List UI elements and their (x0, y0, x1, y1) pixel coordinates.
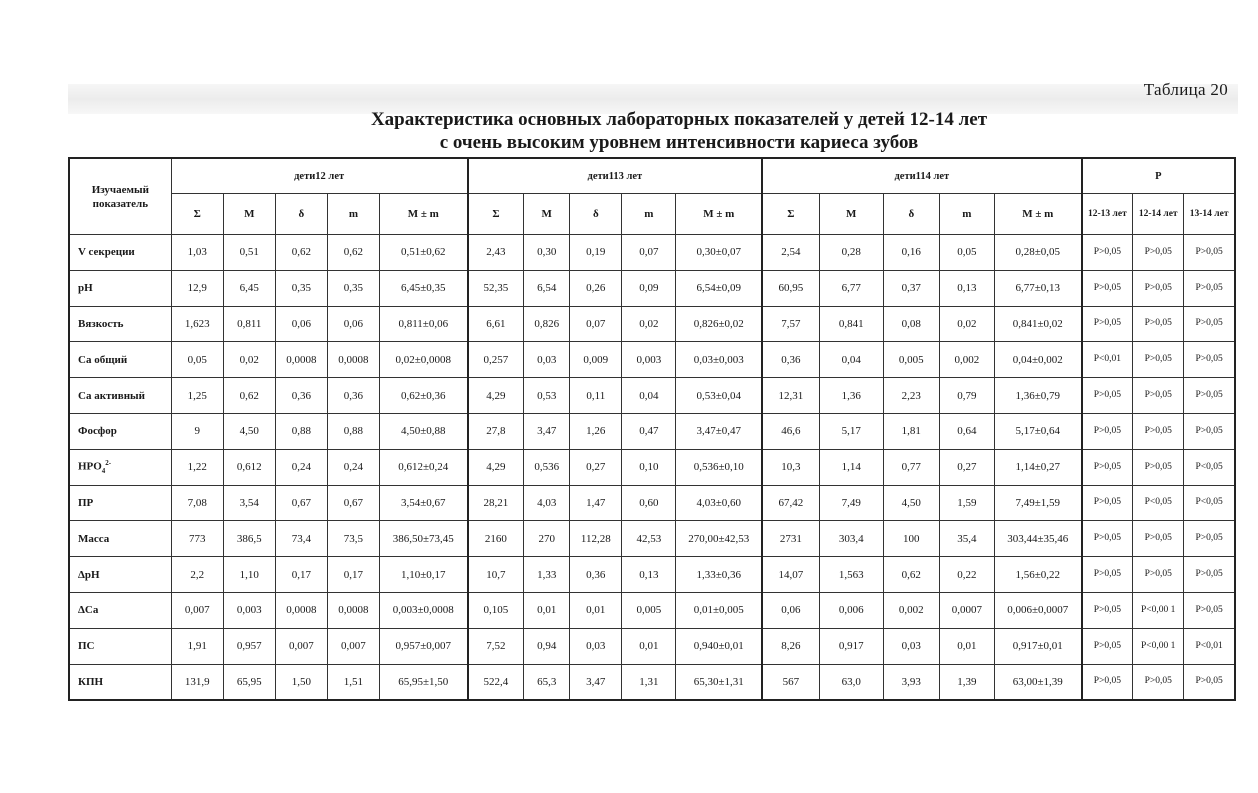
table-cell: 0,07 (570, 306, 622, 342)
table-cell: 0,536 (524, 449, 570, 485)
table-cell: 0,27 (570, 449, 622, 485)
table-cell: 0,01 (939, 628, 994, 664)
table-cell: 0,35 (275, 270, 327, 306)
table-cell: 1,81 (883, 413, 939, 449)
table-row (69, 413, 1235, 449)
table-cell: 1,36±0,79 (994, 378, 1081, 414)
table-cell: 0,17 (327, 557, 379, 593)
table-cell: 1,14 (819, 449, 883, 485)
table-cell: 6,54±0,09 (676, 270, 762, 306)
table-cell: 0,009 (570, 342, 622, 378)
table-cell: 522,4 (468, 664, 524, 700)
p-value-cell: Р>0,05 (1082, 235, 1133, 271)
table-cell: 12,9 (171, 270, 223, 306)
table-cell: 2731 (762, 521, 819, 557)
table-row (69, 628, 1235, 664)
table-cell: 10,7 (468, 557, 524, 593)
table-cell: 63,0 (819, 664, 883, 700)
table-cell: 0,612±0,24 (379, 449, 467, 485)
table-cell: 2160 (468, 521, 524, 557)
table-cell: 0,30 (524, 235, 570, 271)
row-label: V секреции (69, 235, 171, 271)
table-cell: 1,03 (171, 235, 223, 271)
table-cell: 73,5 (327, 521, 379, 557)
table-cell: 0,08 (883, 306, 939, 342)
table-row (69, 449, 1235, 485)
table-cell: 0,04±0,002 (994, 342, 1081, 378)
table-cell: 567 (762, 664, 819, 700)
table-cell: 0,16 (883, 235, 939, 271)
p-value-cell: Р>0,05 (1184, 521, 1235, 557)
stat-header-sum: Σ (171, 194, 223, 235)
table-cell: 0,62±0,36 (379, 378, 467, 414)
table-cell: 2,2 (171, 557, 223, 593)
stat-header-m: m (622, 194, 676, 235)
stat-header-mean: М (524, 194, 570, 235)
table-cell: 0,30±0,07 (676, 235, 762, 271)
table-cell: 0,60 (622, 485, 676, 521)
p-value-cell: Р>0,05 (1133, 270, 1184, 306)
table-cell: 4,03±0,60 (676, 485, 762, 521)
p-value-cell: Р>0,05 (1133, 342, 1184, 378)
stat-header-mean: М (819, 194, 883, 235)
table-cell: 0,53±0,04 (676, 378, 762, 414)
table-cell: 0,03 (883, 628, 939, 664)
row-label: КПН (69, 664, 171, 700)
row-label: ΔСа (69, 592, 171, 628)
stat-header-mean: М (223, 194, 275, 235)
table-cell: 27,8 (468, 413, 524, 449)
p-value-cell: Р>0,05 (1082, 306, 1133, 342)
table-row (69, 485, 1235, 521)
table-cell: 0,04 (622, 378, 676, 414)
table-cell: 0,62 (883, 557, 939, 593)
table-cell: 4,50 (223, 413, 275, 449)
table-cell: 0,53 (524, 378, 570, 414)
table-cell: 6,45±0,35 (379, 270, 467, 306)
row-label: Са активный (69, 378, 171, 414)
p-value-cell: Р>0,05 (1133, 306, 1184, 342)
stat-header-delta: δ (275, 194, 327, 235)
table-cell: 0,37 (883, 270, 939, 306)
table-cell: 100 (883, 521, 939, 557)
param-column-header: Изучаемый показатель (69, 158, 171, 235)
stat-header-sum: Σ (762, 194, 819, 235)
row-label: $НРО_4^{2-}$ (69, 449, 171, 485)
table-cell: 10,3 (762, 449, 819, 485)
table-cell: 65,3 (524, 664, 570, 700)
p-value-cell: Р<0,05 (1133, 485, 1184, 521)
table-cell: 0,0008 (327, 342, 379, 378)
lab-indicators-table (68, 157, 1236, 701)
table-cell: 0,06 (762, 592, 819, 628)
p-value-cell: Р>0,05 (1082, 270, 1133, 306)
table-cell: 63,00±1,39 (994, 664, 1081, 700)
table-cell: 0,957±0,007 (379, 628, 467, 664)
table-cell: 8,26 (762, 628, 819, 664)
stat-header-m: m (327, 194, 379, 235)
table-cell: 0,07 (622, 235, 676, 271)
p-value-cell: Р>0,05 (1082, 557, 1133, 593)
table-cell: 0,24 (327, 449, 379, 485)
table-title-line2: с очень высоким уровнем интенсивности кариеса зубов (439, 132, 919, 153)
row-label: Вязкость (69, 306, 171, 342)
table-cell: 0,36 (762, 342, 819, 378)
table-cell: 0,841 (819, 306, 883, 342)
table-cell: 1,22 (171, 449, 223, 485)
p-value-cell: Р>0,05 (1082, 485, 1133, 521)
p-value-cell: Р>0,05 (1184, 592, 1235, 628)
p-value-cell: Р<0,00 1 (1133, 592, 1184, 628)
table-cell: 3,47 (570, 664, 622, 700)
table-cell: 0,03±0,003 (676, 342, 762, 378)
table-cell: 0,005 (883, 342, 939, 378)
table-cell: 0,917±0,01 (994, 628, 1081, 664)
p-value-cell: Р>0,05 (1184, 235, 1235, 271)
table-cell: 3,54±0,67 (379, 485, 467, 521)
table-cell: 0,67 (275, 485, 327, 521)
table-cell: 1,50 (275, 664, 327, 700)
table-cell: 0,536±0,10 (676, 449, 762, 485)
table-cell: 60,95 (762, 270, 819, 306)
p-value-cell: Р>0,05 (1082, 592, 1133, 628)
table-cell: 0,007 (171, 592, 223, 628)
table-cell: 1,51 (327, 664, 379, 700)
p-value-cell: Р<0,05 (1184, 449, 1235, 485)
table-cell: 0,24 (275, 449, 327, 485)
table-cell: 73,4 (275, 521, 327, 557)
table-cell: 112,28 (570, 521, 622, 557)
table-row (69, 270, 1235, 306)
table-cell: 46,6 (762, 413, 819, 449)
table-row (69, 664, 1235, 700)
table-cell: 1,10 (223, 557, 275, 593)
table-number-label: Таблица 20 (1143, 80, 1228, 99)
table-cell: 7,57 (762, 306, 819, 342)
table-row (69, 306, 1235, 342)
table-cell: 0,06 (327, 306, 379, 342)
table-cell: 0,36 (570, 557, 622, 593)
table-cell: 1,26 (570, 413, 622, 449)
table-cell: 14,07 (762, 557, 819, 593)
table-cell: 2,23 (883, 378, 939, 414)
row-label: Фосфор (69, 413, 171, 449)
table-cell: 1,39 (939, 664, 994, 700)
table-cell: 0,917 (819, 628, 883, 664)
table-cell: 0,006 (819, 592, 883, 628)
table-cell: 1,14±0,27 (994, 449, 1081, 485)
table-cell: 0,06 (275, 306, 327, 342)
table-cell: 0,10 (622, 449, 676, 485)
table-cell: 7,08 (171, 485, 223, 521)
table-cell: 0,28 (819, 235, 883, 271)
table-cell: 0,0007 (939, 592, 994, 628)
table-cell: 0,007 (275, 628, 327, 664)
table-cell: 1,91 (171, 628, 223, 664)
table-cell: 0,257 (468, 342, 524, 378)
stat-header-mean-pm: М ± m (379, 194, 467, 235)
table-cell: 386,50±73,45 (379, 521, 467, 557)
table-cell: 7,49±1,59 (994, 485, 1081, 521)
table-cell: 0,09 (622, 270, 676, 306)
p-value-cell: Р<0,01 (1184, 628, 1235, 664)
table-cell: 1,563 (819, 557, 883, 593)
table-cell: 0,003 (223, 592, 275, 628)
table-cell: 0,36 (327, 378, 379, 414)
table-cell: 0,01±0,005 (676, 592, 762, 628)
p-value-cell: Р>0,05 (1184, 342, 1235, 378)
stat-header-delta: δ (883, 194, 939, 235)
table-cell: 0,62 (275, 235, 327, 271)
row-label: ПС (69, 628, 171, 664)
table-cell: 386,5 (223, 521, 275, 557)
table-cell: 0,007 (327, 628, 379, 664)
table-cell: 0,19 (570, 235, 622, 271)
table-cell: 0,03 (570, 628, 622, 664)
p-value-cell: Р>0,05 (1184, 664, 1235, 700)
table-cell: 0,006±0,0007 (994, 592, 1081, 628)
table-cell: 4,50±0,88 (379, 413, 467, 449)
table-cell: 3,47 (524, 413, 570, 449)
table-cell: 0,17 (275, 557, 327, 593)
table-cell: 0,01 (622, 628, 676, 664)
table-cell: 0,36 (275, 378, 327, 414)
table-cell: 6,45 (223, 270, 275, 306)
table-cell: 0,51 (223, 235, 275, 271)
p-header-12-13: 12-13 лет (1082, 194, 1133, 235)
table-cell: 1,31 (622, 664, 676, 700)
table-cell: 6,77±0,13 (994, 270, 1081, 306)
p-group-header: Р (1082, 158, 1235, 194)
table-cell: 0,0008 (275, 342, 327, 378)
table-body (69, 235, 1235, 701)
table-cell: 3,54 (223, 485, 275, 521)
table-cell: 0,02 (622, 306, 676, 342)
table-cell: 773 (171, 521, 223, 557)
table-cell: 0,01 (570, 592, 622, 628)
table-row (69, 342, 1235, 378)
p-value-cell: Р<0,01 (1082, 342, 1133, 378)
table-cell: 0,003 (622, 342, 676, 378)
table-cell: 1,59 (939, 485, 994, 521)
table-cell: 12,31 (762, 378, 819, 414)
table-title-line1: Характеристика основных лабораторных показателей у детей 12-14 лет (370, 109, 988, 130)
p-header-13-14: 13-14 лет (1184, 194, 1235, 235)
table-cell: 0,0008 (327, 592, 379, 628)
p-value-cell: Р>0,05 (1184, 378, 1235, 414)
table-cell: 2,43 (468, 235, 524, 271)
table-cell: 0,811±0,06 (379, 306, 467, 342)
table-cell: 6,77 (819, 270, 883, 306)
p-value-cell: Р>0,05 (1184, 306, 1235, 342)
table-cell: 0,51±0,62 (379, 235, 467, 271)
table-cell: 0,005 (622, 592, 676, 628)
p-value-cell: Р>0,05 (1133, 664, 1184, 700)
table-row (69, 557, 1235, 593)
row-label: Са общий (69, 342, 171, 378)
table-cell: 3,93 (883, 664, 939, 700)
table-cell: 4,03 (524, 485, 570, 521)
p-value-cell: Р>0,05 (1133, 378, 1184, 414)
table-cell: 0,05 (939, 235, 994, 271)
table-cell: 0,35 (327, 270, 379, 306)
table-cell: 0,11 (570, 378, 622, 414)
table-row (69, 235, 1235, 271)
group-header-13: дети113 лет (468, 158, 762, 194)
table-cell: 6,54 (524, 270, 570, 306)
table-cell: 0,01 (524, 592, 570, 628)
table-cell: 1,33 (524, 557, 570, 593)
p-header-12-14: 12-14 лет (1133, 194, 1184, 235)
table-cell: 0,02±0,0008 (379, 342, 467, 378)
p-value-cell: Р>0,05 (1133, 557, 1184, 593)
row-label: ΔрН (69, 557, 171, 593)
table-cell: 0,88 (275, 413, 327, 449)
table-cell: 6,61 (468, 306, 524, 342)
table-cell: 52,35 (468, 270, 524, 306)
table-cell: 65,95 (223, 664, 275, 700)
table-cell: 0,79 (939, 378, 994, 414)
p-value-cell: Р>0,05 (1082, 378, 1133, 414)
table-cell: 0,47 (622, 413, 676, 449)
p-value-cell: Р>0,05 (1082, 521, 1133, 557)
table-cell: 0,940±0,01 (676, 628, 762, 664)
p-value-cell: Р>0,05 (1184, 413, 1235, 449)
table-cell: 1,33±0,36 (676, 557, 762, 593)
table-cell: 2,54 (762, 235, 819, 271)
table-cell: 9 (171, 413, 223, 449)
table-cell: 35,4 (939, 521, 994, 557)
group-header-12: дети12 лет (171, 158, 467, 194)
stat-header-m: m (939, 194, 994, 235)
table-cell: 0,0008 (275, 592, 327, 628)
table-cell: 303,4 (819, 521, 883, 557)
table-cell: 0,003±0,0008 (379, 592, 467, 628)
table-cell: 3,47±0,47 (676, 413, 762, 449)
table-cell: 0,62 (223, 378, 275, 414)
table-cell: 0,05 (171, 342, 223, 378)
table-cell: 0,002 (883, 592, 939, 628)
table-cell: 1,56±0,22 (994, 557, 1081, 593)
p-value-cell: Р>0,05 (1133, 449, 1184, 485)
table-cell: 7,49 (819, 485, 883, 521)
table-cell: 270,00±42,53 (676, 521, 762, 557)
p-value-cell: Р>0,05 (1082, 449, 1133, 485)
table-cell: 0,13 (622, 557, 676, 593)
table-cell: 1,623 (171, 306, 223, 342)
stat-header-sum: Σ (468, 194, 524, 235)
row-label: Масса (69, 521, 171, 557)
table-cell: 0,841±0,02 (994, 306, 1081, 342)
table-cell: 303,44±35,46 (994, 521, 1081, 557)
p-value-cell: Р>0,05 (1082, 413, 1133, 449)
table-row (69, 378, 1235, 414)
table-cell: 42,53 (622, 521, 676, 557)
table-cell: 0,02 (939, 306, 994, 342)
table-cell: 1,25 (171, 378, 223, 414)
stat-header-mean-pm: М ± m (676, 194, 762, 235)
p-value-cell: Р>0,05 (1133, 413, 1184, 449)
table-cell: 0,02 (223, 342, 275, 378)
table-row (69, 592, 1235, 628)
table-cell: 0,22 (939, 557, 994, 593)
table-cell: 1,10±0,17 (379, 557, 467, 593)
table-cell: 0,612 (223, 449, 275, 485)
table-cell: 65,95±1,50 (379, 664, 467, 700)
table-cell: 1,36 (819, 378, 883, 414)
p-value-cell: Р>0,05 (1184, 270, 1235, 306)
row-label: ПР (69, 485, 171, 521)
table-cell: 0,957 (223, 628, 275, 664)
row-label: pH (69, 270, 171, 306)
p-value-cell: Р>0,05 (1082, 628, 1133, 664)
table-cell: 0,64 (939, 413, 994, 449)
group-header-14: дети114 лет (762, 158, 1082, 194)
table-cell: 0,77 (883, 449, 939, 485)
table-cell: 28,21 (468, 485, 524, 521)
table-cell: 0,04 (819, 342, 883, 378)
table-cell: 0,94 (524, 628, 570, 664)
table-cell: 1,47 (570, 485, 622, 521)
stat-header-delta: δ (570, 194, 622, 235)
table-cell: 0,62 (327, 235, 379, 271)
table-cell: 0,811 (223, 306, 275, 342)
table-cell: 65,30±1,31 (676, 664, 762, 700)
table-cell: 0,826±0,02 (676, 306, 762, 342)
table-cell: 7,52 (468, 628, 524, 664)
table-cell: 5,17±0,64 (994, 413, 1081, 449)
table-cell: 0,27 (939, 449, 994, 485)
p-value-cell: Р>0,05 (1133, 235, 1184, 271)
p-value-cell: Р<0,05 (1184, 485, 1235, 521)
table-cell: 0,03 (524, 342, 570, 378)
table-cell: 0,67 (327, 485, 379, 521)
p-value-cell: Р<0,00 1 (1133, 628, 1184, 664)
table-cell: 0,105 (468, 592, 524, 628)
table-cell: 5,17 (819, 413, 883, 449)
table-cell: 270 (524, 521, 570, 557)
table-cell: 4,29 (468, 378, 524, 414)
table-cell: 0,13 (939, 270, 994, 306)
table-cell: 4,29 (468, 449, 524, 485)
p-value-cell: Р>0,05 (1184, 557, 1235, 593)
table-row (69, 521, 1235, 557)
table-cell: 67,42 (762, 485, 819, 521)
p-value-cell: Р>0,05 (1133, 521, 1184, 557)
table-cell: 131,9 (171, 664, 223, 700)
table-cell: 4,50 (883, 485, 939, 521)
table-cell: 0,28±0,05 (994, 235, 1081, 271)
p-value-cell: Р>0,05 (1082, 664, 1133, 700)
table-cell: 0,26 (570, 270, 622, 306)
stat-header-mean-pm: М ± m (994, 194, 1081, 235)
table-cell: 0,826 (524, 306, 570, 342)
table-cell: 0,88 (327, 413, 379, 449)
table-cell: 0,002 (939, 342, 994, 378)
